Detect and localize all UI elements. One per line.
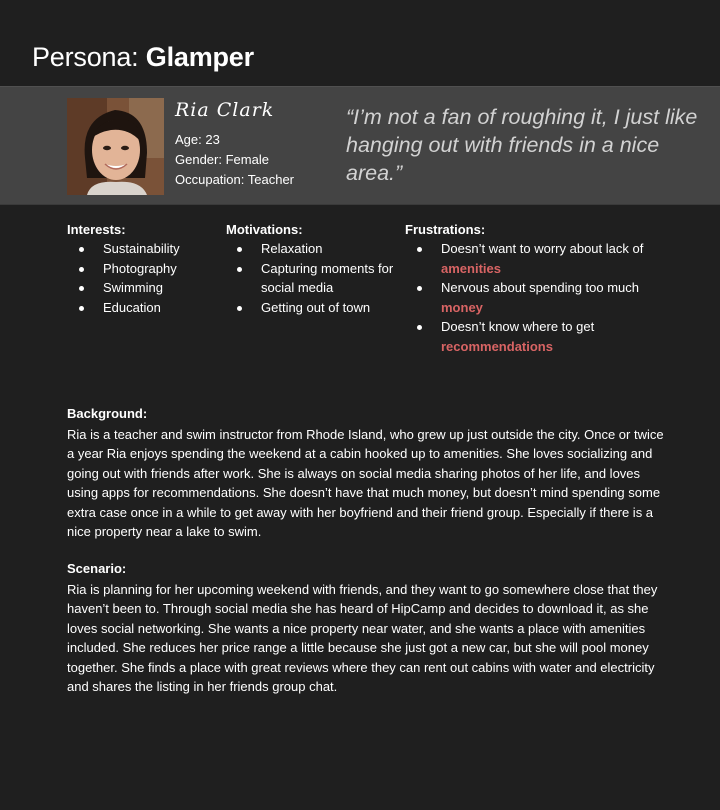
frustration-text: Nervous about spending too much (441, 280, 640, 295)
motivations-heading: Motivations: (226, 222, 303, 237)
interests-heading: Interests: (67, 222, 126, 237)
persona-photo (67, 98, 164, 195)
motivations-list (225, 239, 401, 317)
frustration-highlight: recommendations (441, 338, 553, 354)
list-item: Relaxation (225, 239, 401, 259)
frustration-text: Doesn’t know where to get (441, 319, 595, 334)
list-item: Sustainability (67, 239, 217, 259)
list-item: Getting out of town (225, 298, 401, 318)
background-text: Ria is a teacher and swim instructor from Rhode Island, who grew up just outside the city. Once or twice a year Ria enjoys spending the weekend at a cabin hooked up to amenities. She loves socializing and going out with friends after work. She is always on social media sharing photos of her life, and loves using apps for recommendations. She doesn’t have that much money, but doesn’t mind spending some extra case once in a while to get away with her boyfriend and their friend group. Especially if there is a nice property near a lake to swim. (67, 427, 664, 540)
list-item: Photography (67, 259, 217, 279)
background-heading: Background: (67, 406, 148, 421)
list-item (405, 317, 665, 356)
persona-name: Ria Clark (175, 99, 275, 121)
list-item: Education (67, 298, 217, 318)
scenario-heading: Scenario: (67, 561, 127, 576)
frustration-highlight: amenities (441, 260, 501, 276)
persona-age: Age: 23 (175, 132, 220, 147)
title-prefix: Persona: (32, 42, 139, 72)
scenario-text: Ria is planning for her upcoming weekend with friends, and they want to go somewhere close that they haven’t been to. Through social media she has heard of HipCamp and decides to download it, as she loves social networking. She wants a nice property near water, and she wants a place with amenities included. She reduces her price range a little because she just got a new car, but she will pool money together. She finds a place with great reviews where they can rent out cabins with water and electricity and shares the listing in her friends group chat. (67, 582, 658, 695)
persona-portrait-image (67, 98, 164, 195)
frustration-text: Doesn’t want to worry about lack of (441, 241, 644, 256)
list-item (405, 278, 665, 317)
list-item: Capturing moments for social media (225, 259, 401, 298)
page-title (32, 42, 254, 73)
frustrations-heading: Frustrations: (405, 222, 486, 237)
title-persona-type: Glamper (145, 42, 254, 72)
persona-banner (0, 86, 720, 205)
list-item (405, 239, 665, 278)
interests-list (67, 239, 217, 317)
persona-occupation: Occupation: Teacher (175, 172, 294, 187)
frustrations-list (405, 239, 665, 356)
list-item: Swimming (67, 278, 217, 298)
persona-gender: Gender: Female (175, 152, 269, 167)
frustration-highlight: money (441, 299, 483, 315)
persona-quote: “I’m not a fan of roughing it, I just like hanging out with friends in a nice area.” (346, 105, 698, 185)
